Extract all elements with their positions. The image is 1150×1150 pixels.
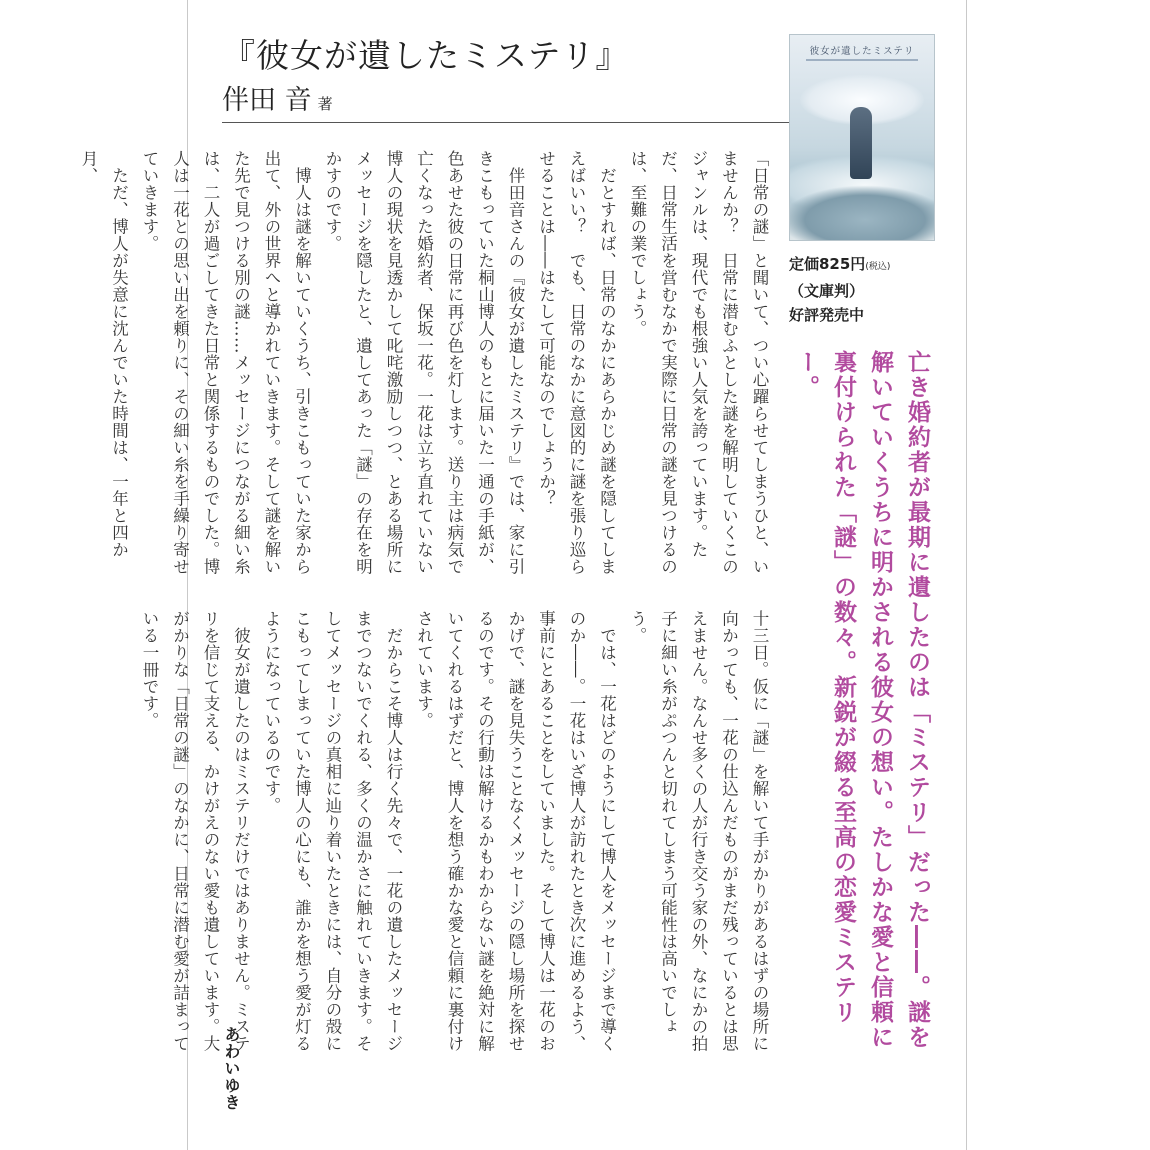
price-value: 定価825円 [789, 255, 866, 273]
author-line [222, 78, 333, 117]
reviewer-signature: あわいゆき [222, 1026, 241, 1111]
author-suffix: 著 [317, 95, 333, 113]
author-name: 伴田 音 [222, 85, 312, 116]
paragraph: 彼女が遺したのはミステリだけではありません。ミステリを信じて支える、かけがえのない愛も遺しています。大がかりな「日常の謎」のなかに、日常に潜む愛が詰まっている一冊です。 [140, 610, 251, 1052]
promo-tagline: 亡き婚約者が最期に遺したのは「ミステリ」だった――。謎を解いていくうちに明かされる彼女の想い。たしかな愛と信頼に裏付けられた「謎」の数々。新鋭が綴る至高の恋愛ミステリー。 [793, 350, 930, 1050]
paragraph: 十三日。仮に「謎」を解いて手がかりがあるはずの場所に向かっても、一花の仕込んだものがまだ残っているとは思えません。なんせ多くの人が行き交う家の外、なにかの拍子に細い糸がぷつんと切れてしまう可能性は高いでしょう。 [628, 610, 769, 1052]
book-title: 『彼女が遺したミステリ』 [222, 36, 630, 75]
paragraph: ただ、博人が失意に沈んでいた時間は、一年と四か月、 [79, 150, 129, 558]
review-text-upper [79, 150, 774, 590]
cover-title: 彼女が遺したミステリ [809, 46, 915, 57]
paragraph: 「日常の謎」と聞いて、つい心躍らせてしまうひと、いませんか？ 日常に潜むふとした謎を解明していくこのジャンルは、現代でも根強い人気を誇っています。ただ、日常生活を営むなかで実際に日常の謎を見つけるのは、至難の業でしょう。 [628, 150, 769, 575]
format-line: （文庫判） [789, 282, 865, 300]
header-divider [222, 122, 790, 123]
review-text-lower [140, 610, 774, 1065]
paragraph: だからこそ博人は行く先々で、一花の遺したメッセージまでつないでくれる、多くの温かさに触れていきます。そしてメッセージの真相に辿り着いたときには、自分の殻にこもってしまっていた博人の心にも、誰かを想う愛が灯るようになっているのです。 [262, 610, 403, 1052]
price-line [789, 252, 890, 279]
cover-figure [850, 107, 872, 179]
book-cover-image [789, 34, 935, 241]
paragraph: だとすれば、日常のなかにあらかじめ謎を隠してしまえばいい？ でも、日常のなかに意図的に謎を張り巡らせることは――はたして可能なのでしょうか？ [536, 150, 617, 575]
cover-wave [789, 185, 935, 241]
status-line: 好評発売中 [789, 306, 865, 324]
paragraph: 伴田音さんの『彼女が遺したミステリ』では、家に引きこもっていた桐山博人のもとに届いた一通の手紙が、色あせた彼の日常に再び色を灯します。送り主は病気で亡くなった婚約者、保坂一花。一花は立ち直れていない博人の現状を見透かして叱咤激励しつつ、とある場所にメッセージを隠したと、遺してあった「謎」の存在を明かすのです。 [323, 150, 525, 575]
cover-subtitle-line [806, 59, 918, 61]
paragraph: では、一花はどのようにして博人をメッセージまで導くのか――。一花はいざ博人が訪れたとき次に進めるよう、事前にとあることをしていました。そして博人は一花のおかげで、謎を見失うことなくメッセージの隠し場所を探せるのです。その行動は解けるかもわからない謎を絶対に解いてくれるはずだと、博人を想う確かな愛と信頼に裏付けされています。 [414, 610, 617, 1052]
paragraph: 博人は謎を解いていくうち、引きこもっていた家から出て、外の世界へと導かれていきます。そして謎を解いた先で見つける別の謎……メッセージにつながる細い糸は、二人が過ごしてきた日常と関係するものでした。博人は一花との思い出を頼りに、その細い糸を手繰り寄せていきます。 [140, 150, 312, 575]
price-tax: (税込) [865, 262, 891, 272]
price-info [789, 252, 890, 327]
